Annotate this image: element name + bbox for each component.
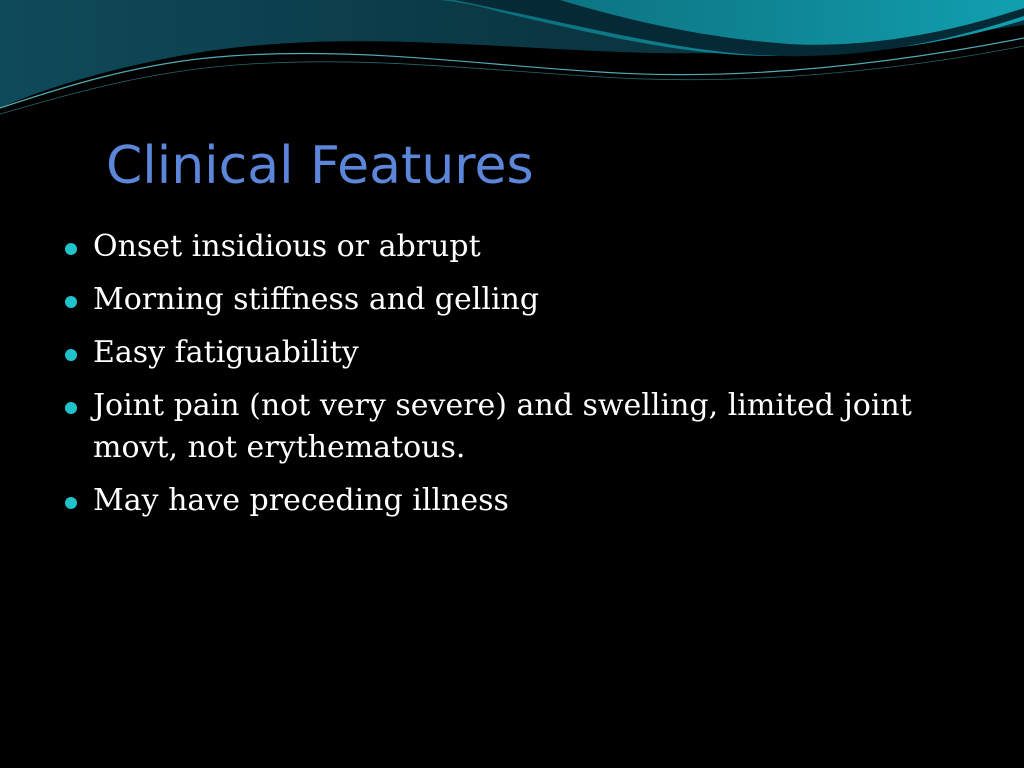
- wave-header-decoration: [0, 0, 1024, 130]
- bullet-item: [62, 480, 962, 522]
- bullet-text: Joint pain (not very severe) and swelling, limited joint movt, not erythematous.: [93, 388, 912, 465]
- bullet-text: May have preceding illness: [93, 483, 509, 518]
- bullet-item: [62, 226, 962, 268]
- slide-title: Clinical Features: [106, 136, 534, 196]
- bullet-item: [62, 332, 962, 374]
- bullet-text: Morning stiffness and gelling: [93, 282, 540, 317]
- bullet-dot-icon: [65, 497, 77, 509]
- bullet-dot-icon: [65, 296, 77, 308]
- bullet-dot-icon: [65, 243, 77, 255]
- bullet-text: Easy fatiguability: [93, 335, 359, 370]
- bullet-dot-icon: [65, 402, 77, 414]
- bullet-item: [62, 385, 962, 469]
- bullet-text: Onset insidious or abrupt: [93, 229, 481, 264]
- bullet-dot-icon: [65, 349, 77, 361]
- bullet-list: [62, 226, 962, 533]
- bullet-item: [62, 279, 962, 321]
